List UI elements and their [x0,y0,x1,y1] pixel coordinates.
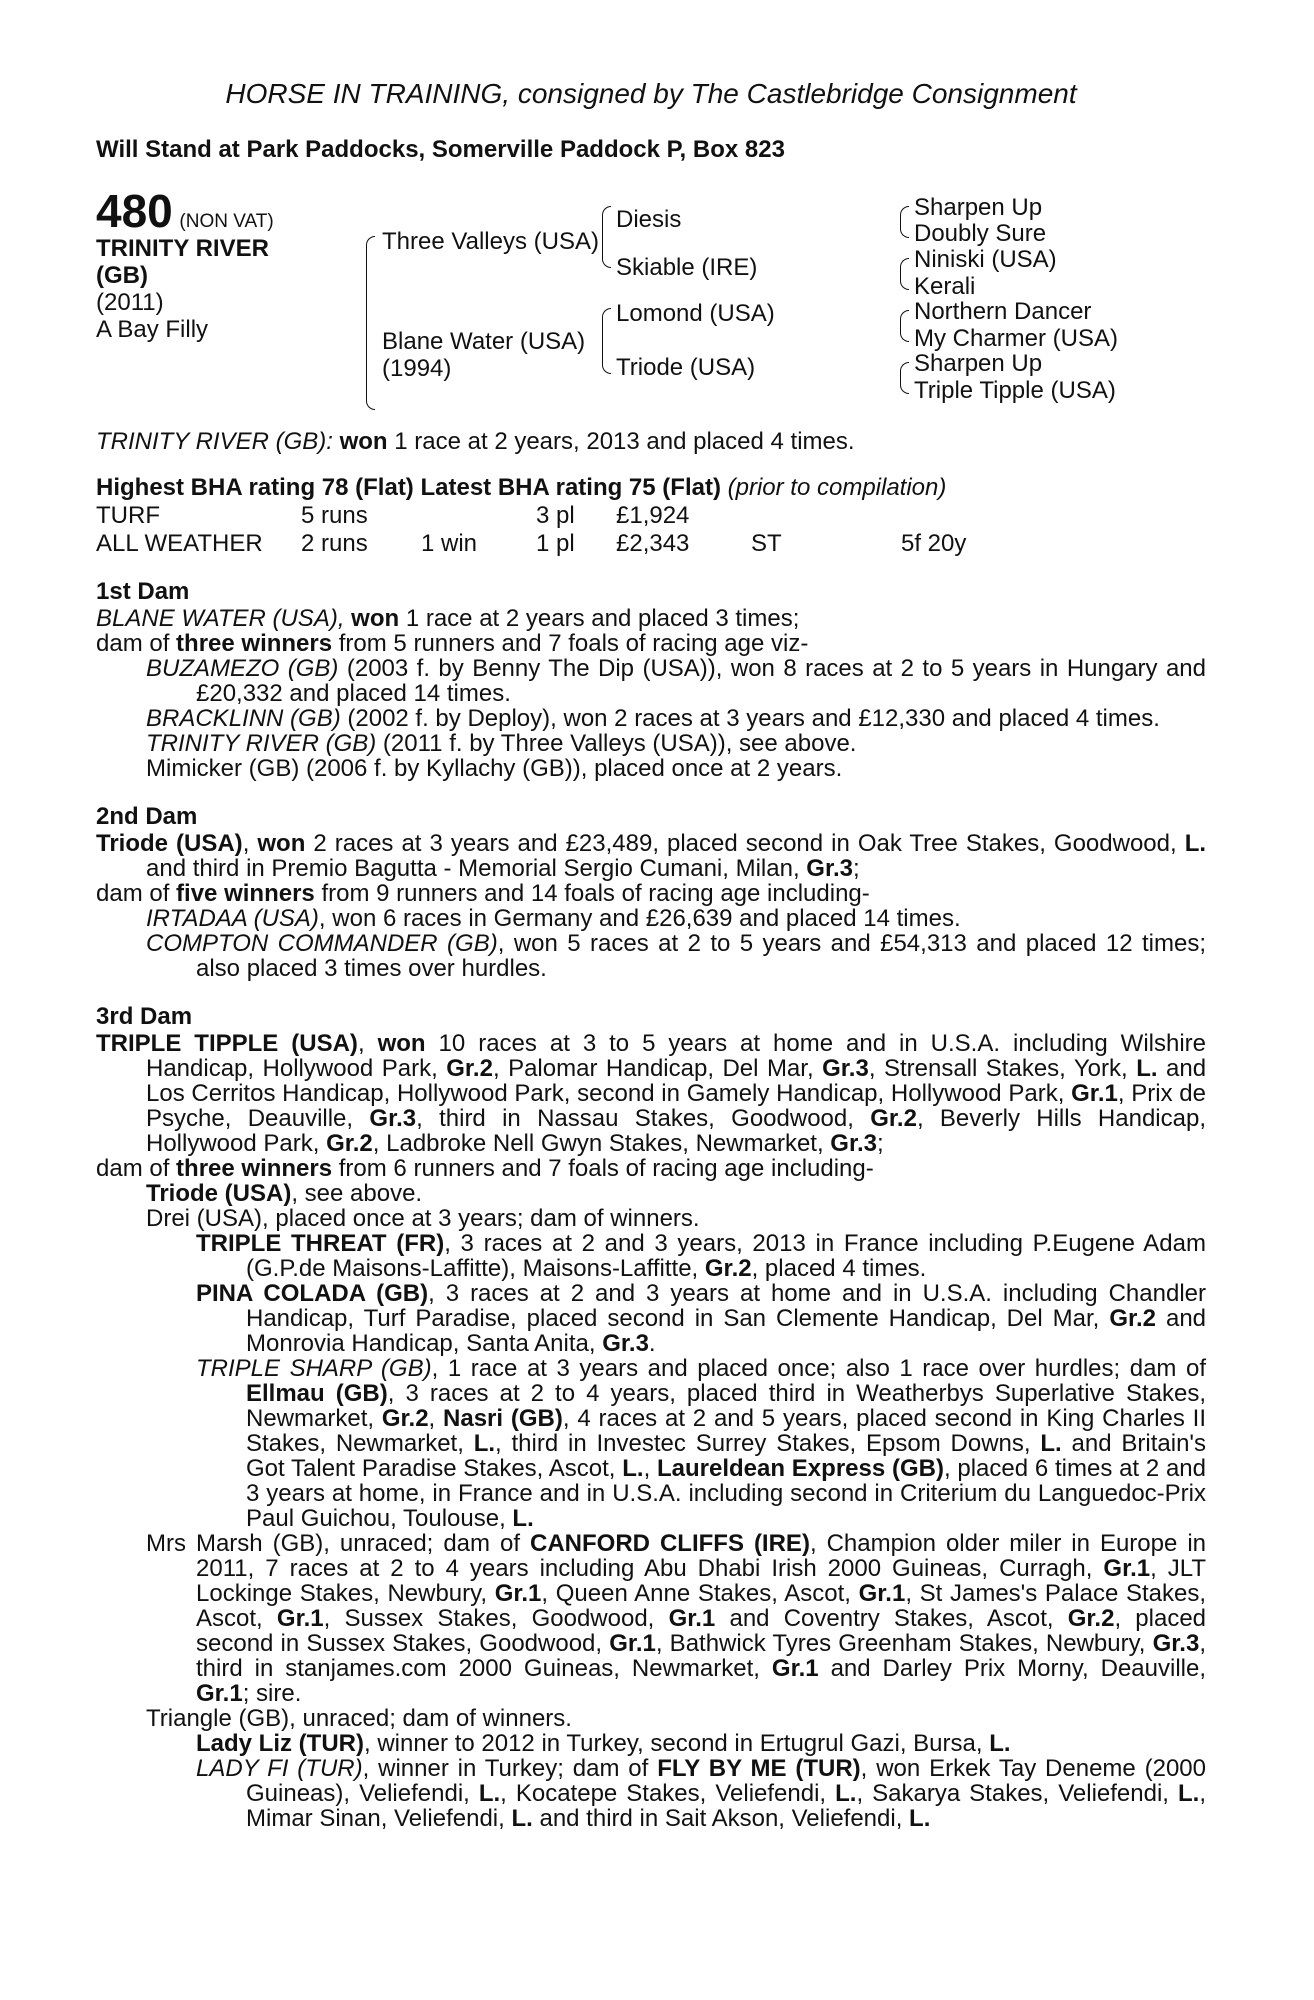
list-item: PINA COLADA (GB), 3 races at 2 and 3 years at home and in U.S.A. including Chandler Handicap, Turf Paradise, placed second in San Clemente Handicap, Del Mar, Gr.2 and Monrovia Handicap, Santa Anita, Gr.3. [196,1280,1207,1357]
list-item: Drei (USA), placed once at 3 years; dam of winners. [146,1205,700,1232]
pedigree-dsd: My Charmer (USA) [914,325,1119,352]
table-row: ALL WEATHER 2 runs 1 win 1 pl £2,343 ST 5f 20y [96,530,967,557]
pedigree-dam-dam: Triode (USA) [616,354,756,381]
list-item: Mrs Marsh (GB), unraced; dam of CANFORD CLIFFS (IRE), Champion older miler in Europe in 2011, 7 races at 2 to 4 years including Abu Dhabi Irish 2000 Guineas, Curragh, Gr.1, JLT Lockinge Stakes, Newbury, Gr.1, Queen Anne Stakes, Ascot, Gr.1, St James's Palace Stakes, Ascot, Gr.1, Sussex Stakes, Goodwood, Gr.1 and Coventry Stakes, Ascot, Gr.2, placed second in Sussex Stakes, Goodwood, Gr.1, Bathwick Tyres Greenham Stakes, Newbury, Gr.3, third in stanjames.com 2000 Guineas, Newmarket, Gr.1 and Darley Prix Morny, Deauville, Gr.1; sire. [146,1530,1207,1707]
race-record-table [96,502,966,558]
lot-number: 480 [96,185,173,237]
pedigree-ssd: Doubly Sure [914,220,1047,247]
page-title: HORSE IN TRAINING, consigned by The Castlebridge Consignment [225,78,1077,109]
gen3-brace-1 [900,206,909,238]
gen3-brace-3 [900,310,909,342]
pedigree-sss: Sharpen Up [914,194,1043,221]
horse-name: TRINITY RIVER [96,235,269,262]
gen3-brace-4 [900,362,909,394]
pedigree-dam-sire: Lomond (USA) [616,300,775,327]
lot-block [96,185,1206,418]
table-row: TURF 5 runs 3 pl £1,924 [96,502,690,529]
pedigree-sire-dam: Skiable (IRE) [616,254,758,281]
pedigree-dam: Blane Water (USA) [382,328,586,355]
list-item: Triangle (GB), unraced; dam of winners. [146,1705,572,1732]
pedigree-dss: Northern Dancer [914,298,1092,325]
list-item: TRIPLE SHARP (GB), 1 race at 3 years and placed once; also 1 race over hurdles; dam of Ellmau (GB), 3 races at 2 to 4 years, placed third in Weatherbys Superlative Stakes, Newmarket, Gr.2, Nasri (GB), 4 races at 2 and 5 years, placed second in King Charles II Stakes, Newmarket, L., third in Investec Surrey Stakes, Epsom Downs, L. and Britain's Got Talent Paradise Stakes, Ascot, L., Laureldean Express (GB), placed 6 times at 2 and 3 years at home, in France and in U.S.A. including second in Criterium du Languedoc-Prix Paul Guichou, Toulouse, L. [196,1355,1207,1532]
list-item: LADY FI (TUR), winner in Turkey; dam of FLY BY ME (TUR), won Erkek Tay Deneme (2000 Guineas), Veliefendi, L., Kocatepe Stakes, Veliefendi, L., Sakarya Stakes, Veliefendi, L., Mimar Sinan, Veliefendi, L. and third in Sait Akson, Veliefendi, L. [196,1755,1206,1832]
list-item: COMPTON COMMANDER (GB), won 5 races at 2 to 5 years and £54,313 and placed 12 times; also placed 3 times over hurdles. [146,930,1207,982]
pedigree-sdd: Kerali [914,273,976,300]
vat-status: (NON VAT) [179,211,274,232]
bha-rating: Highest BHA rating 78 (Flat) Latest BHA rating 75 (Flat) (prior to compilation) [96,474,947,501]
sire-dam-brace [366,236,375,410]
list-item: Lady Liz (TUR), winner to 2012 in Turkey, second in Ertugrul Gazi, Bursa, L. [196,1730,1011,1757]
foaled-year: (2011) [96,289,164,316]
list-item: BRACKLINN (GB) (2002 f. by Deploy), won 2 races at 3 years and £12,330 and placed 4 times. [146,705,1160,732]
list-item: TRINITY RIVER (GB) (2011 f. by Three Valleys (USA)), see above. [146,730,857,757]
pedigree-ddd: Triple Tipple (USA) [914,377,1116,404]
pedigree-dam-year: (1994) [382,355,452,382]
horse-origin: (GB) [96,262,148,289]
pedigree-dds: Sharpen Up [914,350,1043,377]
gen3-brace-2 [900,258,909,290]
race-summary: TRINITY RIVER (GB): won 1 race at 2 years, 2013 and placed 4 times. [96,428,855,455]
list-item: Mimicker (GB) (2006 f. by Kyllachy (GB)), placed once at 2 years. [146,755,843,782]
pedigree-sire-sire: Diesis [616,206,682,233]
stand-location: Will Stand at Park Paddocks, Somerville Paddock P, Box 823 [96,136,785,163]
second-dam-section: Triode (USA), won 2 races at 3 years and £23,489, placed second in Oak Tree Stakes, Goodwood, L. and third in Premio Bagutta - Memorial Sergio Cumani, Milan, Gr.3; dam of five winners from 9 runners and 14 foals of racing age including- IRTADAA (USA), won 6 races in Germany and £26,639 and placed 14 times. COMPTON COMMANDER (GB), won 5 races at 2 to 5 years and £54,313 and placed 12 times; also placed 3 times over hurdles. [96,830,1207,982]
catalogue-page [96,78,1206,1831]
sire-parents-brace [602,206,611,268]
list-item: IRTADAA (USA), won 6 races in Germany and £26,639 and placed 14 times. [146,905,961,932]
list-item: TRIPLE THREAT (FR), 3 races at 2 and 3 years, 2013 in France including P.Eugene Adam (G.P.de Maisons-Laffitte), Maisons-Laffitte, Gr.2, placed 4 times. [196,1230,1206,1282]
first-dam-heading: 1st Dam [96,578,190,605]
pedigree-sire: Three Valleys (USA) [382,228,599,255]
pedigree-sds: Niniski (USA) [914,246,1057,273]
third-dam-heading: 3rd Dam [96,1003,193,1030]
horse-description: A Bay Filly [96,316,209,343]
dam-parents-brace [602,308,611,374]
list-item: BUZAMEZO (GB) (2003 f. by Benny The Dip (USA)), won 8 races at 2 to 5 years in Hungary and £20,332 and placed 14 times. [146,655,1207,707]
third-dam-section: TRIPLE TIPPLE (USA), won 10 races at 3 to 5 years at home and in U.S.A. including Wilshire Handicap, Hollywood Park, Gr.2, Palomar Handicap, Del Mar, Gr.3, Strensall Stakes, York, L. and Los Cerritos Handicap, Hollywood Park, second in Gamely Handicap, Hollywood Park, Gr.1, Prix de Psyche, Deauville, Gr.3, third in Nassau Stakes, Goodwood, Gr.2, Beverly Hills Handicap, Hollywood Park, Gr.2, Ladbroke Nell Gwyn Stakes, Newmarket, Gr.3; dam of three winners from 6 runners and 7 foals of racing age including- Triode (USA), see above. Drei (USA), placed once at 3 years; dam of winners. TRIPLE THREAT (FR), 3 races at 2 and 3 years, 2013 in France including P.Eugene Adam (G.P.de Maisons-Laffitte), Maisons-Laffitte, Gr.2, placed 4 times. PINA COLADA (GB), 3 races at 2 and 3 years at home and in U.S.A. including Chandler Handicap, Turf Paradise, placed second in San Clemente Handicap, Del Mar, Gr.2 and Monrovia Handicap, Santa Anita, Gr.3. TRIPLE SHARP (GB), 1 race at 3 years and placed once; also 1 race over hurdles; dam of Ellmau (GB), 3 races at 2 to 4 years, placed third in Weatherbys Superlative Stakes, Newmarket, Gr.2, Nasri (GB), 4 races at 2 and 5 years, placed second in King Charles II Stakes, Newmarket, L., third in Investec Surrey Stakes, Epsom Downs, L. and Britain's Got Talent Paradise Stakes, Ascot, L., Laureldean Express (GB), placed 6 times at 2 and 3 years at home, in France and in U.S.A. including second in Criterium du Languedoc-Prix Paul Guichou, Toulouse, L. Mrs Marsh (GB), unraced; dam of CANFORD CLIFFS (IRE), Champion older miler in Europe in 2011, 7 races at 2 to 4 years including Abu Dhabi Irish 2000 Guineas, Curragh, Gr.1, JLT Lockinge Stakes, Newbury, Gr.1, Queen Anne Stakes, Ascot, Gr.1, St James's Palace Stakes, Ascot, Gr.1, Sussex Stakes, Goodwood, Gr.1 and Coventry Stakes, Ascot, Gr.2, placed second in Sussex Stakes, Goodwood, Gr.1, Bathwick Tyres Greenham Stakes, Newbury, Gr.3, third in stanjames.com 2000 Guineas, Newmarket, Gr.1 and Darley Prix Morny, Deauville, Gr.1; sire. Triangle (GB), unraced; dam of winners. Lady Liz (TUR), winner to 2012 in Turkey, second in Ertugrul Gazi, Bursa, L. LADY FI (TUR), winner in Turkey; dam of FLY BY ME (TUR), won Erkek Tay Deneme (2000 Guineas), Veliefendi, L., Kocatepe Stakes, Veliefendi, L., Sakarya Stakes, Veliefendi, L., Mimar Sinan, Veliefendi, L. and third in Sait Akson, Veliefendi, L. [96,1030,1207,1832]
first-dam-section: BLANE WATER (USA), won 1 race at 2 years and placed 3 times; dam of three winners from 5 runners and 7 foals of racing age viz- BUZAMEZO (GB) (2003 f. by Benny The Dip (USA)), won 8 races at 2 to 5 years in Hungary and £20,332 and placed 14 times. BRACKLINN (GB) (2002 f. by Deploy), won 2 races at 3 years and £12,330 and placed 4 times. TRINITY RIVER (GB) (2011 f. by Three Valleys (USA)), see above. Mimicker (GB) (2006 f. by Kyllachy (GB)), placed once at 2 years. [96,605,1207,782]
second-dam-heading: 2nd Dam [96,803,198,830]
lot-info [96,185,326,343]
list-item: Triode (USA), see above. [146,1180,423,1207]
